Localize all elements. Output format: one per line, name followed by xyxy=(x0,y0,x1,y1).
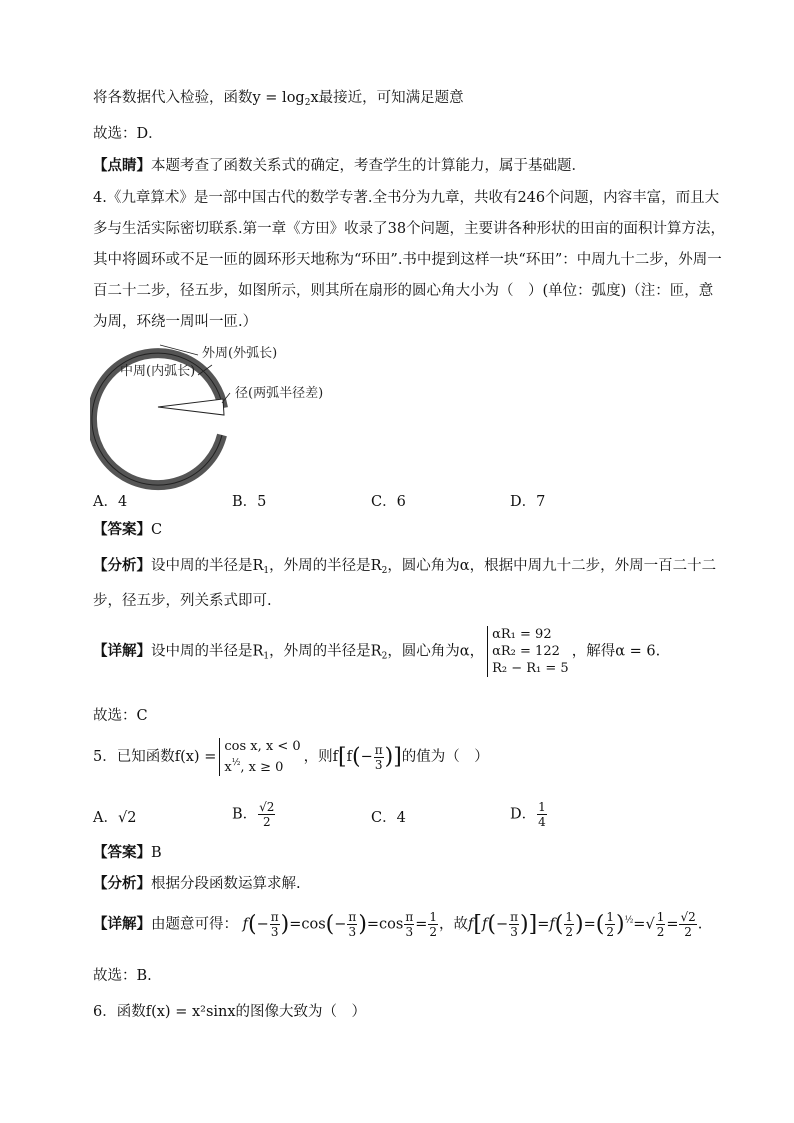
q5-option-b: B． $\frac{√2}{2}$ xyxy=(232,800,275,829)
option-d: D．7 xyxy=(510,494,546,510)
equation-system: αR₁ = 92 αR₂ = 122 R₂ − R₁ = 5 xyxy=(487,626,569,677)
comment-line: 【点睛】本题考查了函数关系式的确定，考查学生的计算能力，属于基础题． xyxy=(93,157,586,174)
q5-stem: 5．已知函数f(x) = cos x, x < 0 $x^{\frac{1}{2}}$, x ≥ 0 ，则f[f(− $\frac{\pi}{3}$ )]的值为（ ） xyxy=(93,739,489,775)
text-line: 将各数据代入检验，函数$y = \log_2x$最接近，可知满足题意 xyxy=(93,90,464,108)
detail-tag: 【详解】 xyxy=(93,915,151,933)
q4-line: 为周，环绕一周叫一匝.） xyxy=(93,314,258,330)
option-a: A．4 xyxy=(93,494,128,510)
analysis-tag: 【分析】 xyxy=(93,557,151,574)
comment-tag: 【点睛】 xyxy=(93,157,151,174)
q6-stem: 6．函数f(x) = x²sinx的图像大致为（ ） xyxy=(93,1004,367,1020)
analysis-line: 步，径五步，列关系式即可. xyxy=(93,593,272,609)
answer-tag: 【答案】 xyxy=(93,844,151,861)
choice-line: 故选：B. xyxy=(93,968,152,984)
choice-line: 故选：D． xyxy=(93,126,163,142)
answer-line: 【答案】B xyxy=(93,844,162,861)
q5-option-c: C．4 xyxy=(371,810,406,826)
q4-line: 其中将圆环或不足一匝的圆环形天地称为“环田”.书中提到这样一块“环田”：中周九十二步，外周一 xyxy=(93,252,722,268)
q4-line: 百二十二步，径五步，如图所示，则其所在扇形的圆心角大小为（ ）(单位：弧度)（注：匝，意 xyxy=(93,283,714,299)
analysis-tag: 【分析】 xyxy=(93,875,151,892)
inner-label: 中周(内弧长) xyxy=(120,364,196,379)
q5-option-a: A．√2 xyxy=(93,810,137,826)
radius-wedge xyxy=(158,399,224,415)
q4-line: 4.《九章算术》是一部中国古代的数学专著.全书分为九章，共收有246个问题，内容丰富，而且大 xyxy=(93,190,720,206)
detail-line: 【详解】由题意可得： f(− $\frac{\pi}{3}$ )=cos(− $\frac{\pi}{3}$ )=cos $\frac{\pi}{3}$ = $\frac{1}{2}$ ，故f[f(− $\frac{\pi}{3}$ )]=f( $\frac{1}{2}$ )=( $\frac{1}{2}$ )$^{\frac{1}{2}}$=√ $\frac{1}{2}$ = $\frac{√2}{2}$ . xyxy=(93,910,703,939)
answer-line: 【答案】C xyxy=(93,521,163,538)
option-b: B．5 xyxy=(232,494,267,510)
outer-label: 外周(外弧长) xyxy=(202,346,278,361)
q5-option-d: D． $\frac{1}{4}$ xyxy=(510,800,546,829)
option-c: C．6 xyxy=(371,494,406,510)
answer-tag: 【答案】 xyxy=(93,521,151,538)
choice-line: 故选：C xyxy=(93,708,148,724)
piecewise-function: cos x, x < 0 $x^{\frac{1}{2}}$, x ≥ 0 xyxy=(219,738,300,776)
detail-line: 【详解】设中周的半径是$R_1$，外周的半径是$R_2$，圆心角为α， αR₁ = 92 αR₂ = 122 R₂ − R₁ = 5 ，解得α = 6. xyxy=(93,627,661,676)
ring-figure xyxy=(90,335,350,495)
analysis-line: 【分析】根据分段函数运算求解. xyxy=(93,875,301,892)
q4-line: 多与生活实际密切联系.第一章《方田》收录了38个问题，主要讲各种形状的田亩的面积计算方法， xyxy=(93,221,726,237)
radius-label: 径(两弧半径差) xyxy=(235,386,324,401)
detail-tag: 【详解】 xyxy=(93,642,151,660)
analysis-line: 【分析】设中周的半径是$R_1$，外周的半径是$R_2$，圆心角为α，根据中周九十二步，外周一百二十二 xyxy=(93,557,717,576)
